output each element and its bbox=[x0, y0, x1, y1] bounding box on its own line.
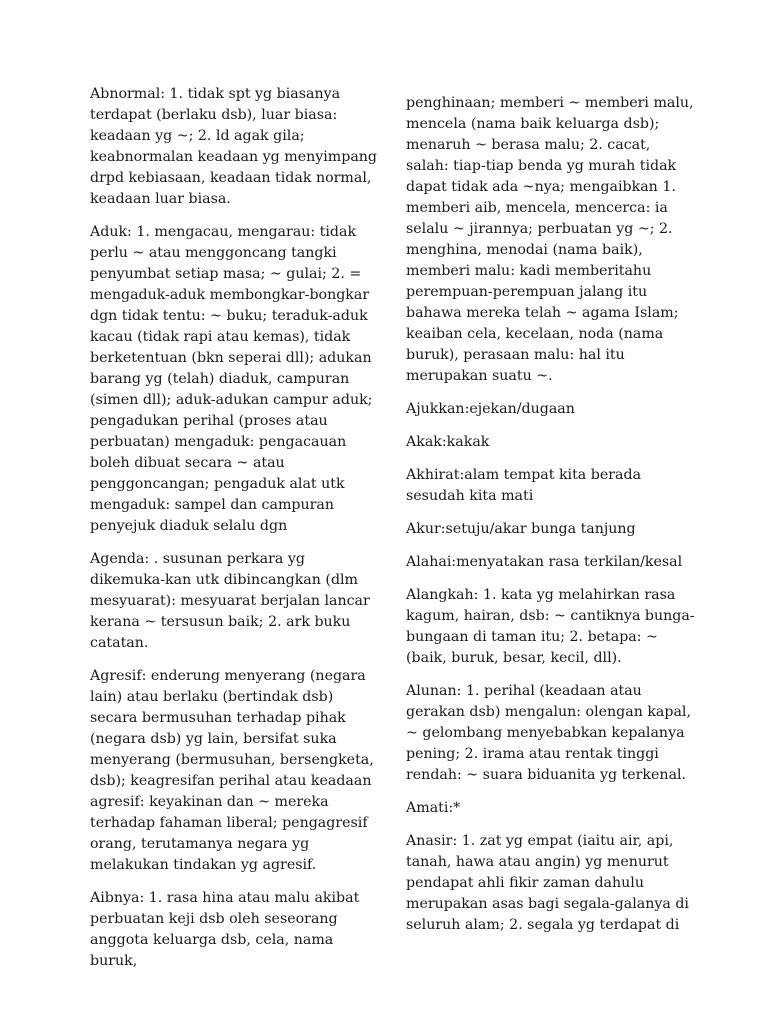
entry-akur bbox=[406, 519, 696, 540]
entry-text: Akak:kakak bbox=[406, 434, 490, 450]
entry-text: Ajukkan:ejekan/dugaan bbox=[406, 401, 575, 417]
entry-anasir bbox=[406, 831, 696, 936]
entry-text: Abnormal: 1. tidak spt yg biasanya terdapat (berlaku dsb), luar biasa: keadaan yg ~; 2. ld agak gila; keabnormalan keadaan yg menyimpang drpd kebiasaan, keadaan tidak normal, keadaan luar biasa. bbox=[90, 86, 378, 207]
entry-alahai bbox=[406, 552, 696, 573]
entry-aibnya-cont bbox=[406, 93, 696, 387]
entry-text: Aibnya: 1. rasa hina atau malu akibat perbuatan keji dsb oleh seseorang anggota keluarga dsb, cela, nama buruk, bbox=[90, 890, 360, 969]
entry-text: penghinaan; memberi ~ memberi malu, mencela (nama baik keluarga dsb); menaruh ~ berasa malu; 2. cacat, salah: tiap-tiap benda yg murah tidak dapat tidak ada ~nya; mengaibkan 1. memberi aib, mencela, mencerca: ia selalu ~ jirannya; perbuatan yg ~; 2. menghina, menodai (nama baik), memberi malu: kadi memberitahu perempuan-perempuan jalang itu bahawa mereka telah ~ agama Islam; keaiban cela, kecelaan, noda (nama buruk), perasaan malu: hal itu merupakan suatu ~. bbox=[406, 95, 694, 384]
entry-aibnya bbox=[90, 888, 380, 972]
right-column bbox=[406, 93, 696, 948]
entry-text: Alunan: 1. perihal (keadaan atau gerakan dsb) mengalun: olengan kapal, ~ gelombang menyebabkan kepalanya pening; 2. irama atau rentak tinggi rendah: ~ suara biduanita yg terkenal. bbox=[406, 683, 691, 783]
entry-agresif bbox=[90, 666, 380, 876]
entry-akak bbox=[406, 432, 696, 453]
entry-aduk bbox=[90, 222, 380, 537]
entry-text: Anasir: 1. zat yg empat (iaitu air, api, tanah, hawa atau angin) yg menurut pendapat ahli fikir zaman dahulu merupakan asas bagi segala-galanya di seluruh alam; 2. segala yg terdapat di bbox=[406, 833, 689, 933]
entry-text: Agresif: enderung menyerang (negara lain) atau berlaku (bertindak dsb) secara bermusuhan terhadap pihak (negara dsb) yg lain, bersifat suka menyerang (bermusuhan, bersengketa, dsb); keagresifan perihal atau keadaan agresif: keyakinan dan ~ mereka terhadap fahaman liberal; pengagresif orang, terutamanya negara yg melakukan tindakan yg agresif. bbox=[90, 668, 374, 873]
entry-alunan bbox=[406, 681, 696, 786]
entry-ajukkan bbox=[406, 399, 696, 420]
entry-text: Amati:* bbox=[406, 800, 461, 816]
entry-text: Aduk: 1. mengacau, mengarau: tidak perlu ~ atau menggoncang tangki penyumbat setiap masa; ~ gulai; 2. = mengaduk-aduk membongkar-bongkar dgn tidak tentu: ~ buku; teraduk-aduk kacau (tidak rapi atau kemas), tidak berketentuan (bkn seperai dll); adukan barang yg (telah) diaduk, campuran (simen dll); aduk-adukan campur aduk; pengadukan perihal (proses atau perbuatan) mengaduk: pengacauan boleh dibuat secara ~ atau penggoncangan; pengaduk alat utk mengaduk: sampel dan campuran penyejuk diaduk selalu dgn bbox=[90, 224, 373, 534]
left-column bbox=[90, 84, 380, 984]
entry-text: Agenda: . susunan perkara yg dikemuka-kan utk dibincangkan (dlm mesyuarat): mesyuarat berjalan lancar kerana ~ tersusun baik; 2. ark buku catatan. bbox=[90, 551, 370, 651]
entry-text: Alangkah: 1. kata yg melahirkan rasa kagum, hairan, dsb: ~ cantiknya bunga-bungaan di taman itu; 2. betapa: ~ (baik, buruk, besar, kecil, dll). bbox=[406, 587, 695, 666]
entry-alangkah bbox=[406, 585, 696, 669]
entry-akhirat bbox=[406, 465, 696, 507]
entry-text: Akur:setuju/akar bunga tanjung bbox=[406, 521, 636, 537]
entry-agenda bbox=[90, 549, 380, 654]
entry-text: Akhirat:alam tempat kita berada sesudah kita mati bbox=[406, 467, 642, 504]
entry-abnormal bbox=[90, 84, 380, 210]
entry-text: Alahai:menyatakan rasa terkilan/kesal bbox=[406, 554, 683, 570]
entry-amati bbox=[406, 798, 696, 819]
